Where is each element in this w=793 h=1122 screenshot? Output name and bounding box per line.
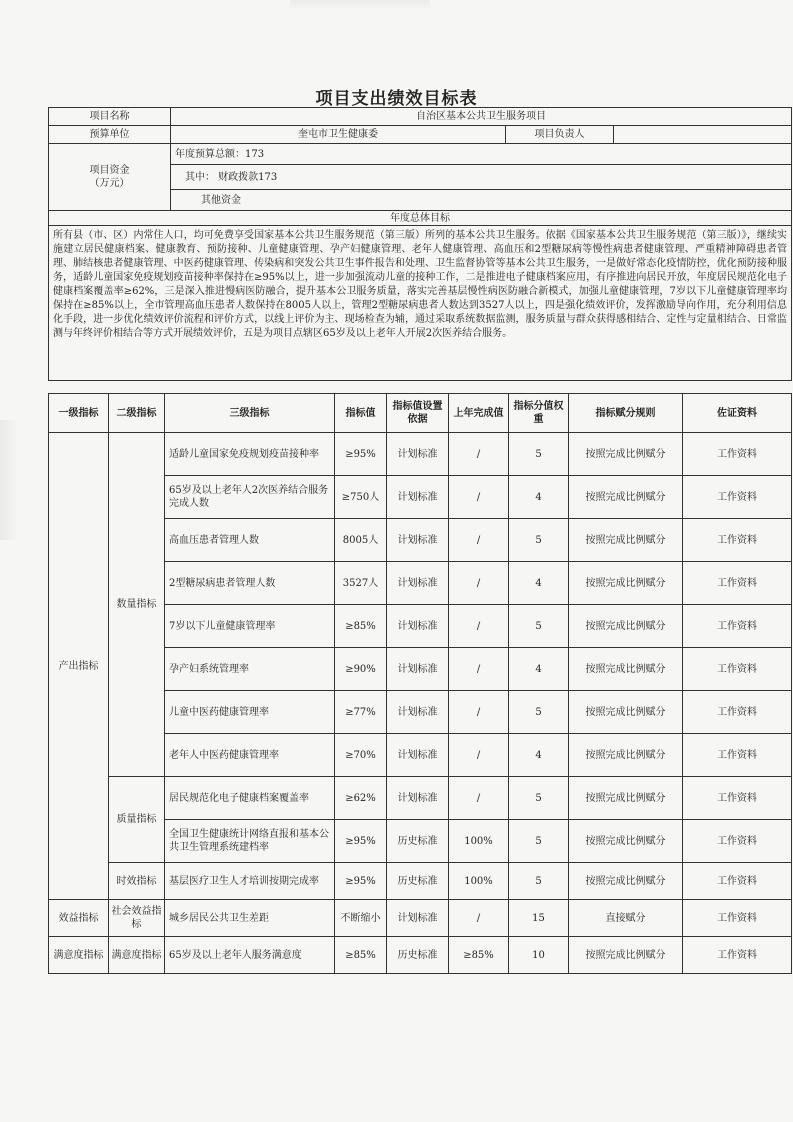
row-evidence: 工作资料 — [683, 734, 792, 777]
header-level2: 二级指标 — [109, 394, 165, 433]
header-value: 指标值 — [335, 394, 387, 433]
annual-goal-text: 所有县（市、区）内常住人口，均可免费享受国家基本公共卫生服务规范（第三版）所列的基本公共卫生服务。依据《国家基本公共卫生服务规范（第三版）》，继续实施建立居民健康档案、健康教育、预防接种、儿童健康管理、孕产妇健康管理、老年人健康管理、高血压和2型糖尿病等慢性病患者健康管理、严重精神障碍患者管理、肺结核患者健康管理、中医药健康管理、传染病和突发公共卫生事件报告和处理、卫生监督协管等基本公共卫生服务，一是做好常态化疫情防控，优化预防接种服务，适龄儿童国家免疫规划疫苗接种率保持在≥95%以上，进一步加强流动儿童的接种工作，二是推进电子健康档案应用，有序推进向居民开放，年度居民规范化电子健康档案覆盖率≥62%，三是深入推进慢病医防融合，提升基本公卫服务质量，落实完善基层慢性病医防融合新模式，加强儿童健康管理，7岁以下儿童健康管理率均保持在≥85%以上，全市管理高血压患者人数保持在8005人以上，管理2型糖尿病患者人数达到3527人以上，四是强化绩效评价，发挥激励导向作用，充分利用信息化手段，进一步优化绩效评价流程和评价方式，以线上评价为主、现场检查为辅，通过采取系统数据监测，服务质量与群众获得感相结合、定性与定量相结合、日常监测与年终评价相结合等方式开展绩效评价，五是为项目点辖区65岁及以上老年人开展2次医养结合服务。 — [49, 226, 792, 381]
row-basis: 历史标准 — [387, 937, 449, 974]
row-value: 3527人 — [335, 562, 387, 605]
table-row — [49, 863, 792, 900]
row-basis: 计划标准 — [387, 433, 449, 476]
row-last: / — [449, 605, 509, 648]
header-basis: 指标值设置依据 — [387, 394, 449, 433]
header-evidence: 佐证资料 — [683, 394, 792, 433]
row-basis: 计划标准 — [387, 691, 449, 734]
row-weight: 4 — [509, 476, 569, 519]
row-rule: 按照完成比例赋分 — [569, 691, 683, 734]
row-value: 8005人 — [335, 519, 387, 562]
row-basis: 计划标准 — [387, 900, 449, 937]
header-rule: 指标赋分规则 — [569, 394, 683, 433]
row-indicator: 65岁及以上老年人2次医养结合服务完成人数 — [165, 476, 335, 519]
row-weight: 5 — [509, 605, 569, 648]
row-weight: 5 — [509, 777, 569, 820]
row-evidence: 工作资料 — [683, 937, 792, 974]
row-weight: 4 — [509, 734, 569, 777]
row-indicator: 老年人中医药健康管理率 — [165, 734, 335, 777]
header-weight: 指标分值权重 — [509, 394, 569, 433]
row-basis: 历史标准 — [387, 863, 449, 900]
row-weight: 4 — [509, 648, 569, 691]
row-last: / — [449, 562, 509, 605]
group-output: 产出指标 — [49, 433, 109, 900]
row-evidence: 工作资料 — [683, 519, 792, 562]
row-last: / — [449, 777, 509, 820]
row-evidence: 工作资料 — [683, 562, 792, 605]
table-header-row — [49, 394, 792, 433]
row-value: ≥95% — [335, 820, 387, 863]
row-last: / — [449, 433, 509, 476]
row-last: / — [449, 519, 509, 562]
row-value: ≥85% — [335, 605, 387, 648]
row-basis: 计划标准 — [387, 476, 449, 519]
row-last: / — [449, 734, 509, 777]
row-indicator: 基层医疗卫生人才培训按期完成率 — [165, 863, 335, 900]
row-indicator: 孕产妇系统管理率 — [165, 648, 335, 691]
group-satisfaction-sub: 满意度指标 — [109, 937, 165, 974]
indicator-table — [48, 393, 792, 974]
scan-edge-shadow — [0, 420, 18, 540]
row-evidence: 工作资料 — [683, 900, 792, 937]
header-level1: 一级指标 — [49, 394, 109, 433]
fiscal-funds: 其中： 财政拨款173 — [171, 165, 792, 190]
budget-unit-value: 奎屯市卫生健康委 — [171, 126, 506, 144]
project-name-value: 自治区基本公共卫生服务项目 — [171, 108, 792, 126]
row-evidence: 工作资料 — [683, 820, 792, 863]
row-basis: 计划标准 — [387, 777, 449, 820]
row-value: ≥95% — [335, 863, 387, 900]
row-evidence: 工作资料 — [683, 605, 792, 648]
row-last: 100% — [449, 863, 509, 900]
row-indicator: 城乡居民公共卫生差距 — [165, 900, 335, 937]
project-name-label: 项目名称 — [49, 108, 171, 126]
row-basis: 历史标准 — [387, 820, 449, 863]
row-value: ≥70% — [335, 734, 387, 777]
row-evidence: 工作资料 — [683, 777, 792, 820]
row-indicator: 全国卫生健康统计网络直报和基本公共卫生管理系统建档率 — [165, 820, 335, 863]
annual-budget: 年度预算总额：173 — [171, 144, 792, 165]
row-rule: 按照完成比例赋分 — [569, 863, 683, 900]
group-social: 社会效益指标 — [109, 900, 165, 937]
row-rule: 按照完成比例赋分 — [569, 605, 683, 648]
row-rule: 按照完成比例赋分 — [569, 562, 683, 605]
row-weight: 10 — [509, 937, 569, 974]
group-quality: 质量指标 — [109, 777, 165, 863]
table-row — [49, 433, 792, 476]
row-weight: 5 — [509, 820, 569, 863]
row-indicator: 7岁以下儿童健康管理率 — [165, 605, 335, 648]
row-last: / — [449, 691, 509, 734]
row-rule: 按照完成比例赋分 — [569, 519, 683, 562]
row-evidence: 工作资料 — [683, 691, 792, 734]
row-evidence: 工作资料 — [683, 433, 792, 476]
row-value: ≥62% — [335, 777, 387, 820]
table-row — [49, 777, 792, 820]
project-lead-label: 项目负责人 — [506, 126, 614, 144]
row-value: ≥95% — [335, 433, 387, 476]
table-row — [49, 937, 792, 974]
row-last: 100% — [449, 820, 509, 863]
group-quantity: 数量指标 — [109, 433, 165, 777]
row-last: ≥85% — [449, 937, 509, 974]
row-rule: 按照完成比例赋分 — [569, 648, 683, 691]
project-info-table — [48, 107, 792, 381]
row-basis: 计划标准 — [387, 562, 449, 605]
header-level3: 三级指标 — [165, 394, 335, 433]
row-value: ≥90% — [335, 648, 387, 691]
table-row — [49, 900, 792, 937]
row-weight: 15 — [509, 900, 569, 937]
row-evidence: 工作资料 — [683, 648, 792, 691]
row-indicator: 2型糖尿病患者管理人数 — [165, 562, 335, 605]
row-weight: 4 — [509, 562, 569, 605]
row-indicator: 高血压患者管理人数 — [165, 519, 335, 562]
row-value: ≥85% — [335, 937, 387, 974]
row-last: / — [449, 476, 509, 519]
row-basis: 计划标准 — [387, 648, 449, 691]
row-basis: 计划标准 — [387, 519, 449, 562]
row-rule: 按照完成比例赋分 — [569, 777, 683, 820]
row-rule: 按照完成比例赋分 — [569, 820, 683, 863]
row-last: / — [449, 648, 509, 691]
budget-unit-label: 预算单位 — [49, 126, 171, 144]
header-last-year: 上年完成值 — [449, 394, 509, 433]
annual-goal-header: 年度总体目标 — [49, 211, 792, 226]
row-indicator: 65岁及以上老年人服务满意度 — [165, 937, 335, 974]
row-indicator: 居民规范化电子健康档案覆盖率 — [165, 777, 335, 820]
row-value: 不断缩小 — [335, 900, 387, 937]
funds-label-line1: 项目资金 — [89, 165, 130, 176]
row-weight: 5 — [509, 433, 569, 476]
funds-label — [49, 144, 171, 211]
row-evidence: 工作资料 — [683, 476, 792, 519]
group-satisfaction: 满意度指标 — [49, 937, 109, 974]
row-basis: 计划标准 — [387, 734, 449, 777]
row-evidence: 工作资料 — [683, 863, 792, 900]
scan-mark — [290, 0, 430, 10]
row-weight: 5 — [509, 863, 569, 900]
row-last: / — [449, 900, 509, 937]
row-rule: 按照完成比例赋分 — [569, 937, 683, 974]
row-weight: 5 — [509, 519, 569, 562]
row-basis: 计划标准 — [387, 605, 449, 648]
row-indicator: 儿童中医药健康管理率 — [165, 691, 335, 734]
row-rule: 按照完成比例赋分 — [569, 433, 683, 476]
group-benefit: 效益指标 — [49, 900, 109, 937]
funds-label-line2: （万元） — [89, 178, 130, 189]
row-weight: 5 — [509, 691, 569, 734]
row-indicator: 适龄儿童国家免疫规划疫苗接种率 — [165, 433, 335, 476]
other-funds: 其他资金 — [171, 190, 792, 211]
page-title: 项目支出绩效目标表 — [315, 89, 478, 109]
row-rule: 直接赋分 — [569, 900, 683, 937]
row-rule: 按照完成比例赋分 — [569, 476, 683, 519]
group-timeliness: 时效指标 — [109, 863, 165, 900]
row-value: ≥77% — [335, 691, 387, 734]
project-lead-value — [614, 126, 792, 144]
row-rule: 按照完成比例赋分 — [569, 734, 683, 777]
row-value: ≥750人 — [335, 476, 387, 519]
